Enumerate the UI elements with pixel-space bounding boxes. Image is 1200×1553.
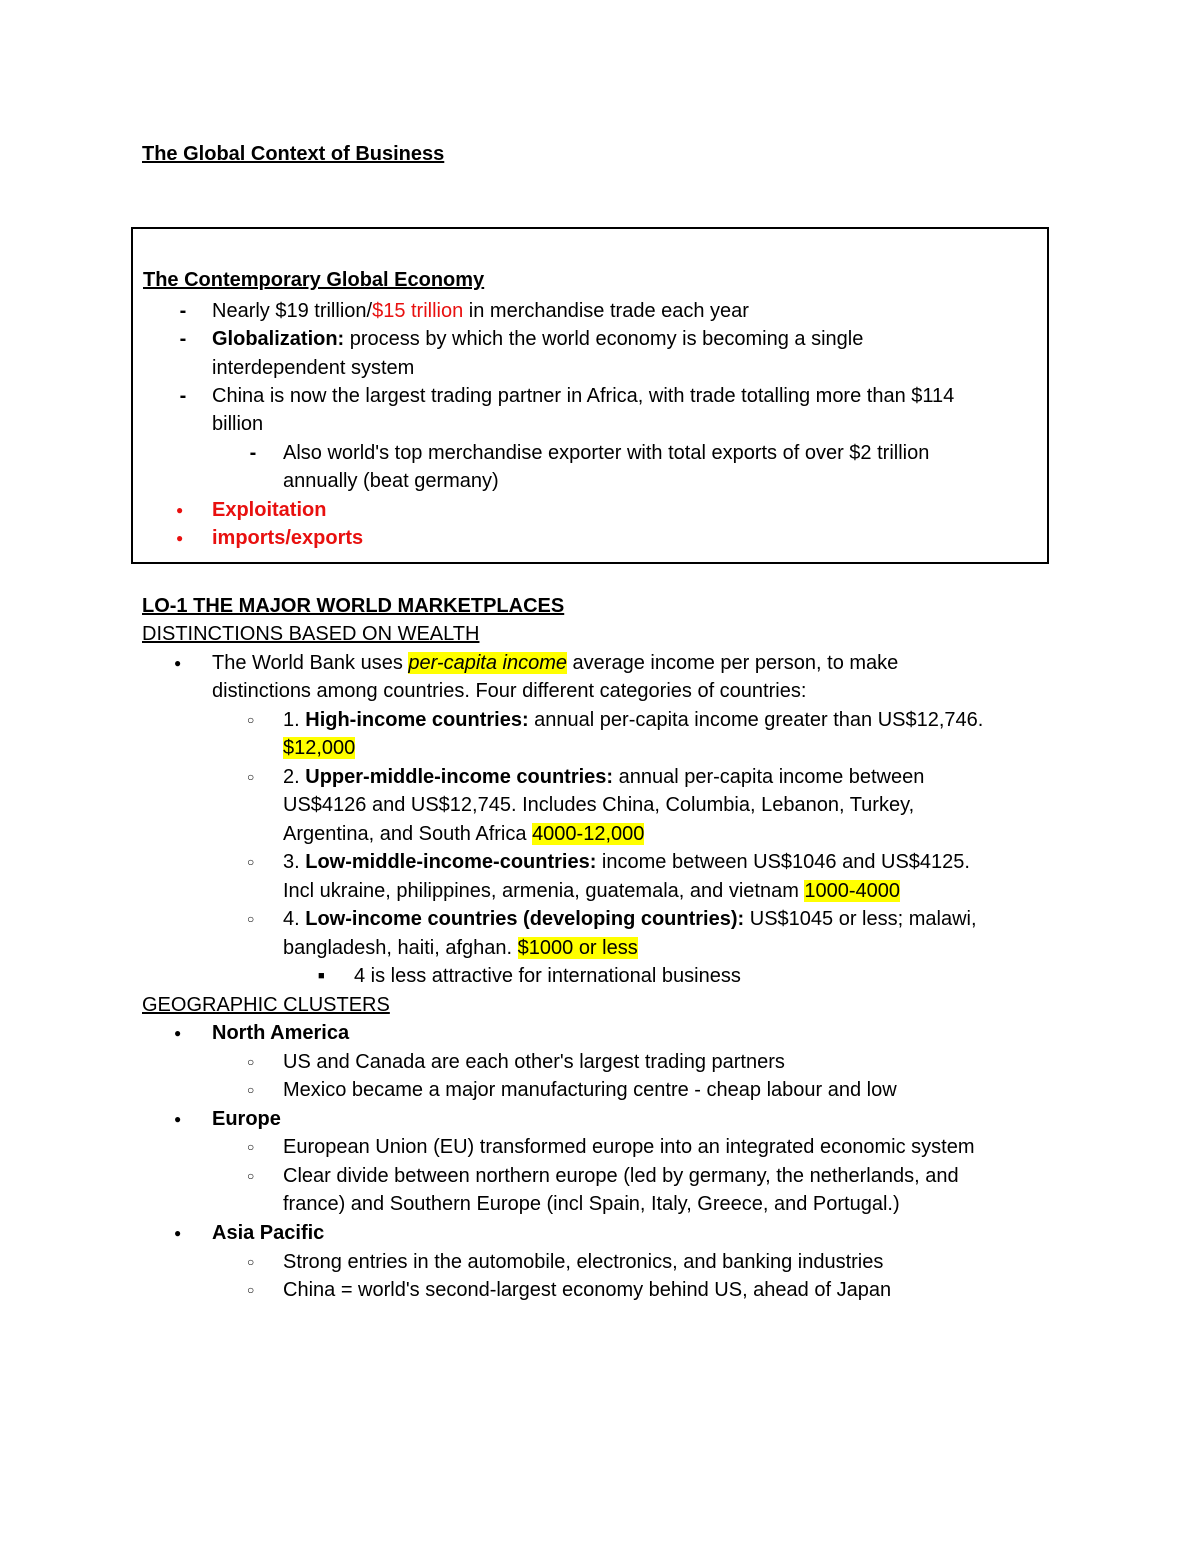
circle-bullet-icon: ○ <box>247 770 255 784</box>
circle-bullet-icon: ○ <box>247 1255 255 1269</box>
circle-bullet-icon: ○ <box>247 1169 255 1183</box>
globalization-item-cont: interdependent system <box>212 357 415 379</box>
square-bullet-icon: ■ <box>318 970 325 982</box>
bullet-icon: ● <box>174 656 182 670</box>
china-exporter-item: Also world's top merchandise exporter with total exports of over $2 trillion <box>283 442 930 464</box>
asia-pacific-item: China = world's second-largest economy behind US, ahead of Japan <box>283 1279 892 1301</box>
circle-bullet-icon: ○ <box>247 1140 255 1154</box>
china-exporter-item-cont: annually (beat germany) <box>283 470 499 492</box>
north-america-item: US and Canada are each other's largest trading partners <box>283 1051 785 1073</box>
dash-marker: - <box>179 300 187 322</box>
page-title: The Global Context of Business <box>142 143 445 165</box>
north-america-item: Mexico became a major manufacturing centre - cheap labour and low <box>283 1079 897 1101</box>
europe-item: European Union (EU) transformed europe into an integrated economic system <box>283 1136 975 1158</box>
wealth-subheading: DISTINCTIONS BASED ON WEALTH <box>142 623 480 645</box>
europe-item: Clear divide between northern europe (led by germany, the netherlands, and <box>283 1165 959 1187</box>
europe-item-cont: france) and Southern Europe (incl Spain, Italy, Greece, and Portugal.) <box>283 1193 900 1215</box>
high-income-item-cont: $12,000 <box>283 737 356 759</box>
upper-middle-income-item-cont: US$4126 and US$12,745. Includes China, Columbia, Lebanon, Turkey, <box>283 794 915 816</box>
bullet-icon: ● <box>174 1112 182 1126</box>
asia-pacific-label: Asia Pacific <box>212 1222 325 1244</box>
circle-bullet-icon: ○ <box>247 1283 255 1297</box>
dash-marker: - <box>179 385 187 407</box>
box-heading: The Contemporary Global Economy <box>143 269 485 291</box>
dash-marker: - <box>249 442 257 464</box>
circle-bullet-icon: ○ <box>247 1055 255 1069</box>
asia-pacific-item: Strong entries in the automobile, electronics, and banking industries <box>283 1251 884 1273</box>
low-income-note: 4 is less attractive for international business <box>354 965 741 987</box>
dash-marker: - <box>179 328 187 350</box>
circle-bullet-icon: ○ <box>247 855 255 869</box>
contemporary-economy-box <box>131 227 1049 564</box>
china-africa-item: China is now the largest trading partner in Africa, with trade totalling more than $114 <box>212 385 955 407</box>
low-income-item: 4. Low-income countries (developing countries): US$1045 or less; malawi, <box>283 908 977 930</box>
bullet-icon: ● <box>174 1226 182 1240</box>
circle-bullet-icon: ○ <box>247 912 255 926</box>
upper-middle-income-item: 2. Upper-middle-income countries: annual per-capita income between <box>283 766 925 788</box>
imports-exports-item: imports/exports <box>212 527 364 549</box>
low-middle-income-item: 3. Low-middle-income-countries: income between US$1046 and US$4125. <box>283 851 970 873</box>
china-africa-item-cont: billion <box>212 413 264 435</box>
circle-bullet-icon: ○ <box>247 1083 255 1097</box>
world-bank-item: The World Bank uses per-capita income average income per person, to make <box>212 652 899 674</box>
upper-middle-income-item-cont2: Argentina, and South Africa 4000-12,000 <box>283 823 645 845</box>
globalization-item: Globalization: process by which the world economy is becoming a single <box>212 328 864 350</box>
north-america-label: North America <box>212 1022 350 1044</box>
exploitation-item: Exploitation <box>212 499 327 521</box>
low-income-item-cont: bangladesh, haiti, afghan. $1000 or less <box>283 937 638 959</box>
high-income-item: 1. High-income countries: annual per-capita income greater than US$12,746. <box>283 709 984 731</box>
geographic-clusters-heading: GEOGRAPHIC CLUSTERS <box>142 994 390 1016</box>
low-middle-income-item-cont: Incl ukraine, philippines, armenia, guatemala, and vietnam 1000-4000 <box>283 880 901 902</box>
europe-label: Europe <box>212 1108 281 1130</box>
world-bank-item-cont: distinctions among countries. Four different categories of countries: <box>212 680 807 702</box>
lo1-heading: LO-1 THE MAJOR WORLD MARKETPLACES <box>142 595 565 617</box>
bullet-icon: ● <box>174 1026 182 1040</box>
circle-bullet-icon: ○ <box>247 713 255 727</box>
trade-volume-item: Nearly $19 trillion/$15 trillion in merchandise trade each year <box>212 300 749 322</box>
bullet-icon: ● <box>176 503 184 517</box>
bullet-icon: ● <box>176 531 184 545</box>
